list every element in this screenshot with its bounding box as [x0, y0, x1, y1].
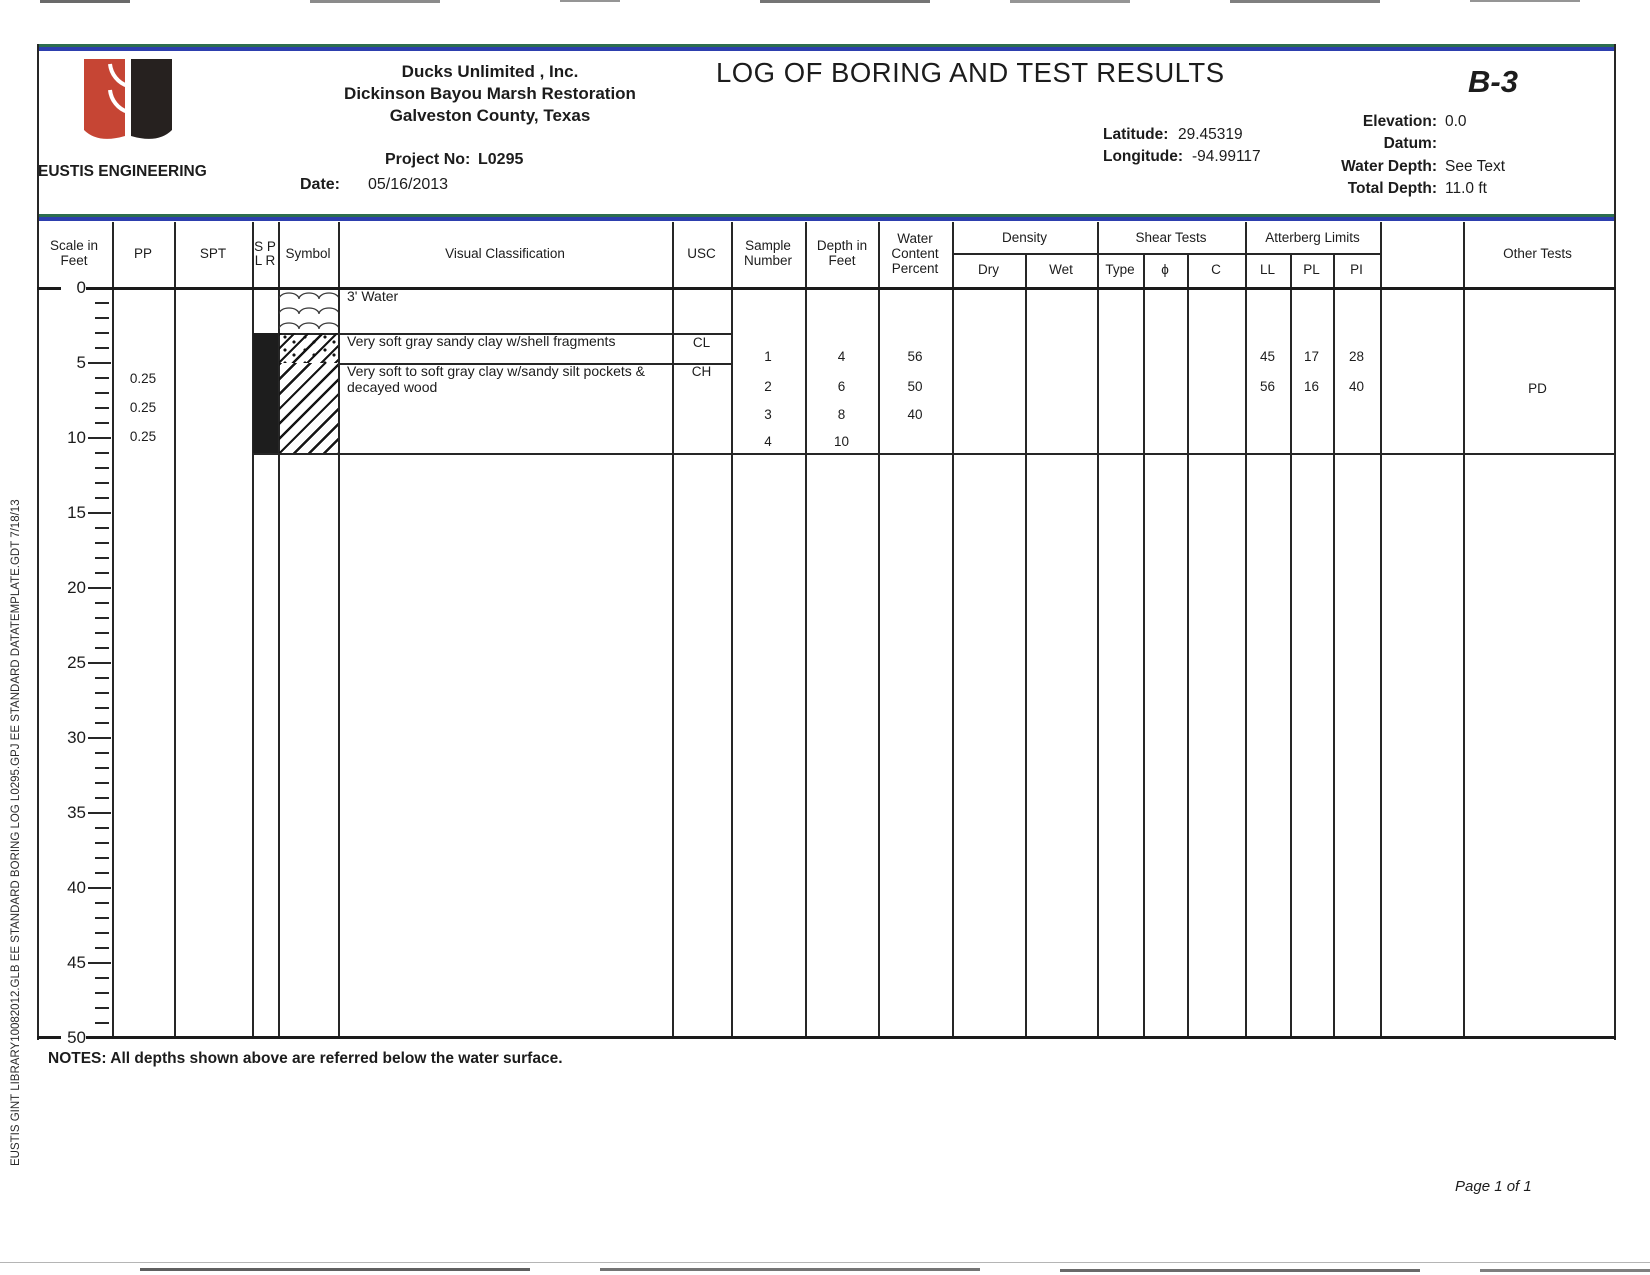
project-title: Dickinson Bayou Marsh Restoration	[344, 84, 636, 103]
grid-line	[174, 222, 176, 1037]
scale-label: 30	[67, 728, 86, 747]
scan-artifact	[1060, 1269, 1420, 1272]
grid-line	[1097, 222, 1099, 1037]
stratum-label: 3' Water	[347, 288, 399, 304]
pp-value: 0.25	[129, 371, 157, 386]
grid-line	[1025, 253, 1027, 1037]
scale-tick	[95, 932, 109, 934]
scale-tick	[88, 662, 111, 664]
ch-soil-symbol	[279, 363, 338, 453]
scan-artifact	[40, 0, 130, 3]
water-symbol-icon	[279, 288, 338, 333]
scan-artifact	[1230, 0, 1380, 3]
page-right-border	[1614, 44, 1616, 1040]
scan-artifact	[0, 1262, 1650, 1263]
scale-tick	[95, 692, 109, 694]
scan-artifact	[1480, 1269, 1650, 1272]
col-header-pp: PP	[133, 245, 152, 261]
sample-pl: 17	[1303, 349, 1320, 364]
scale-tick	[95, 482, 109, 484]
company-name: EUSTIS ENGINEERING	[38, 163, 207, 180]
sample-other-tests: PD	[1528, 381, 1547, 396]
datum-label: Datum:	[1383, 135, 1437, 152]
sample-number: 4	[764, 434, 772, 449]
scale-tick	[95, 347, 109, 349]
grid-line	[112, 222, 114, 1037]
col-header-sample-number: Sample Number	[743, 238, 792, 268]
scale-tick	[88, 812, 111, 814]
scale-tick	[95, 452, 109, 454]
scale-tick	[95, 767, 109, 769]
scale-tick	[95, 722, 109, 724]
project-no-label: Project No:	[385, 151, 471, 168]
total-depth-value: 11.0 ft	[1445, 180, 1487, 197]
grid-line	[1245, 222, 1247, 1037]
grid-line	[1463, 222, 1465, 1037]
scale-tick	[95, 677, 109, 679]
scale-tick	[95, 992, 109, 994]
stratum-label: Very soft gray sandy clay w/shell fragments	[347, 333, 616, 349]
col-header-usc: USC	[687, 245, 716, 261]
scale-tick	[95, 422, 109, 424]
scale-tick	[88, 362, 111, 364]
grid-line	[952, 222, 954, 1037]
col-header-pi: PI	[1350, 262, 1363, 277]
scale-tick	[95, 557, 109, 559]
scale-tick	[88, 962, 111, 964]
scale-label: 5	[76, 353, 86, 372]
scan-artifact	[760, 0, 930, 3]
latitude-value: 29.45319	[1178, 126, 1243, 143]
scale-tick	[95, 857, 109, 859]
grid-line	[1187, 253, 1189, 1037]
scale-label: 15	[67, 503, 86, 522]
scale-tick	[88, 737, 111, 739]
scale-tick	[95, 917, 109, 919]
scale-tick	[95, 392, 109, 394]
date-value: 05/16/2013	[368, 176, 449, 193]
scan-artifact	[1010, 0, 1130, 3]
sample-number: 2	[764, 379, 772, 394]
usc-value: CH	[691, 364, 712, 379]
col-header-atterberg: Atterberg Limits	[1265, 230, 1360, 245]
scale-tick	[95, 1007, 109, 1009]
grid-line	[1333, 253, 1335, 1037]
scale-tick	[95, 872, 109, 874]
col-header-depth: Depth in Feet	[816, 238, 868, 268]
table-bottom-line	[86, 1036, 1616, 1039]
longitude-value: -94.99117	[1192, 148, 1261, 165]
scale-tick	[88, 587, 111, 589]
sample-depth: 8	[837, 407, 846, 422]
notes: NOTES: All depths shown above are referred below the water surface.	[48, 1050, 563, 1067]
scan-artifact	[310, 0, 440, 3]
col-header-ll: LL	[1259, 262, 1276, 277]
col-header-pl: PL	[1303, 262, 1320, 277]
col-header-phi: ϕ	[1161, 262, 1169, 277]
scale-tick	[88, 512, 111, 514]
sample-pl: 16	[1303, 379, 1320, 394]
date-label: Date:	[300, 176, 341, 193]
sample-depth: 6	[837, 379, 846, 394]
col-header-water-content: Water Content Percent	[891, 230, 939, 276]
sample-depth: 10	[833, 434, 850, 449]
scale-tick	[95, 647, 109, 649]
scale-tick	[95, 497, 109, 499]
scale-label: 10	[67, 428, 86, 447]
scale-tick	[95, 617, 109, 619]
scale-tick	[95, 467, 109, 469]
col-header-dry: Dry	[978, 262, 999, 277]
col-header-symbol: Symbol	[285, 245, 331, 261]
sample-water-content: 50	[907, 379, 923, 394]
page-number: Page 1 of 1	[1455, 1178, 1532, 1195]
scale-label: 35	[67, 803, 86, 822]
scale-label: 40	[67, 878, 86, 897]
sample-pi: 40	[1348, 379, 1365, 394]
grid-line	[1143, 253, 1145, 1037]
sample-number: 3	[764, 407, 772, 422]
grid-line	[1290, 253, 1292, 1037]
scale-tick	[95, 707, 109, 709]
scale-label: 0	[76, 278, 86, 297]
sample-water-content: 40	[907, 407, 923, 422]
scale-tick	[95, 302, 109, 304]
scale-tick	[95, 317, 109, 319]
grid-line	[731, 222, 733, 1037]
form-title: LOG OF BORING AND TEST RESULTS	[716, 57, 1225, 88]
usc-value: CL	[692, 335, 711, 350]
scale-label: 25	[67, 653, 86, 672]
grid-line	[1380, 222, 1382, 1037]
scale-tick	[95, 632, 109, 634]
project-no-value: L0295	[478, 151, 524, 168]
pp-value: 0.25	[129, 400, 157, 415]
scale-tick	[88, 437, 111, 439]
scan-artifact	[560, 0, 620, 2]
scale-label: 45	[67, 953, 86, 972]
sidebar-file-info: EUSTIS GINT LIBRARY10082012.GLB EE STANDARD BORING LOG L0295.GPJ EE STANDARD DATATEMPLATE.GDT 7/18/13	[10, 499, 22, 1166]
scale-tick	[95, 947, 109, 949]
scale-label: 50	[67, 1028, 86, 1047]
scale-tick	[95, 797, 109, 799]
boring-id: B-3	[1468, 64, 1518, 99]
scale-tick	[95, 332, 109, 334]
sample-depth: 4	[837, 349, 846, 364]
grid-line	[338, 222, 340, 1037]
project-location: Galveston County, Texas	[389, 106, 591, 125]
scale-tick	[95, 752, 109, 754]
col-header-spt: SPT	[199, 245, 227, 261]
scale-tick	[95, 782, 109, 784]
elevation-value: 0.0	[1445, 113, 1467, 130]
scale-tick	[95, 527, 109, 529]
latitude-label: Latitude:	[1103, 126, 1169, 143]
scale-tick	[95, 842, 109, 844]
scan-artifact	[600, 1268, 980, 1271]
stratum-label: Very soft to soft gray clay w/sandy silt pockets & decayed wood	[347, 363, 646, 395]
header-top-border	[37, 47, 1616, 51]
scale-tick	[95, 602, 109, 604]
eustis-engineering-logo-icon	[76, 56, 180, 156]
scale-tick	[95, 902, 109, 904]
scale-tick	[95, 827, 109, 829]
sample-water-content: 56	[907, 349, 923, 364]
scale-tick	[95, 572, 109, 574]
total-depth-line	[253, 453, 1614, 455]
scale-tick	[95, 977, 109, 979]
scan-artifact	[140, 1268, 530, 1271]
col-header-other-tests: Other Tests	[1503, 245, 1572, 261]
scale-tick	[95, 542, 109, 544]
total-depth-label: Total Depth:	[1347, 180, 1437, 197]
scale-tick	[88, 887, 111, 889]
grid-line	[805, 222, 807, 1037]
sample-pi: 28	[1348, 349, 1365, 364]
sample-ll: 45	[1259, 349, 1276, 364]
sampled-interval-bar	[253, 333, 278, 453]
elevation-label: Elevation:	[1362, 113, 1437, 130]
sample-ll: 56	[1259, 379, 1276, 394]
pp-value: 0.25	[129, 429, 157, 444]
col-header-density: Density	[1001, 230, 1047, 245]
scan-artifact	[1470, 0, 1580, 2]
header-bottom-border	[37, 217, 1616, 221]
longitude-label: Longitude:	[1103, 148, 1184, 165]
col-header-wet: Wet	[1049, 262, 1073, 277]
water-depth-label: Water Depth:	[1341, 158, 1437, 175]
col-header-c: C	[1211, 262, 1221, 277]
scale-tick	[95, 1022, 109, 1024]
cl-soil-symbol	[279, 333, 338, 363]
col-header-scale: Scale in Feet	[49, 238, 99, 268]
client-name: Ducks Unlimited , Inc.	[401, 62, 579, 81]
col-header-splr: S P L R	[254, 239, 276, 268]
water-depth-value: See Text	[1445, 158, 1506, 175]
scale-tick	[95, 407, 109, 409]
sample-number: 1	[764, 349, 772, 364]
scale-tick	[95, 377, 109, 379]
col-header-type: Type	[1105, 262, 1135, 277]
grid-line	[878, 222, 880, 1037]
col-header-visual-classification: Visual Classification	[445, 245, 565, 261]
scale-label: 20	[67, 578, 86, 597]
col-header-shear-tests: Shear Tests	[1135, 230, 1207, 245]
